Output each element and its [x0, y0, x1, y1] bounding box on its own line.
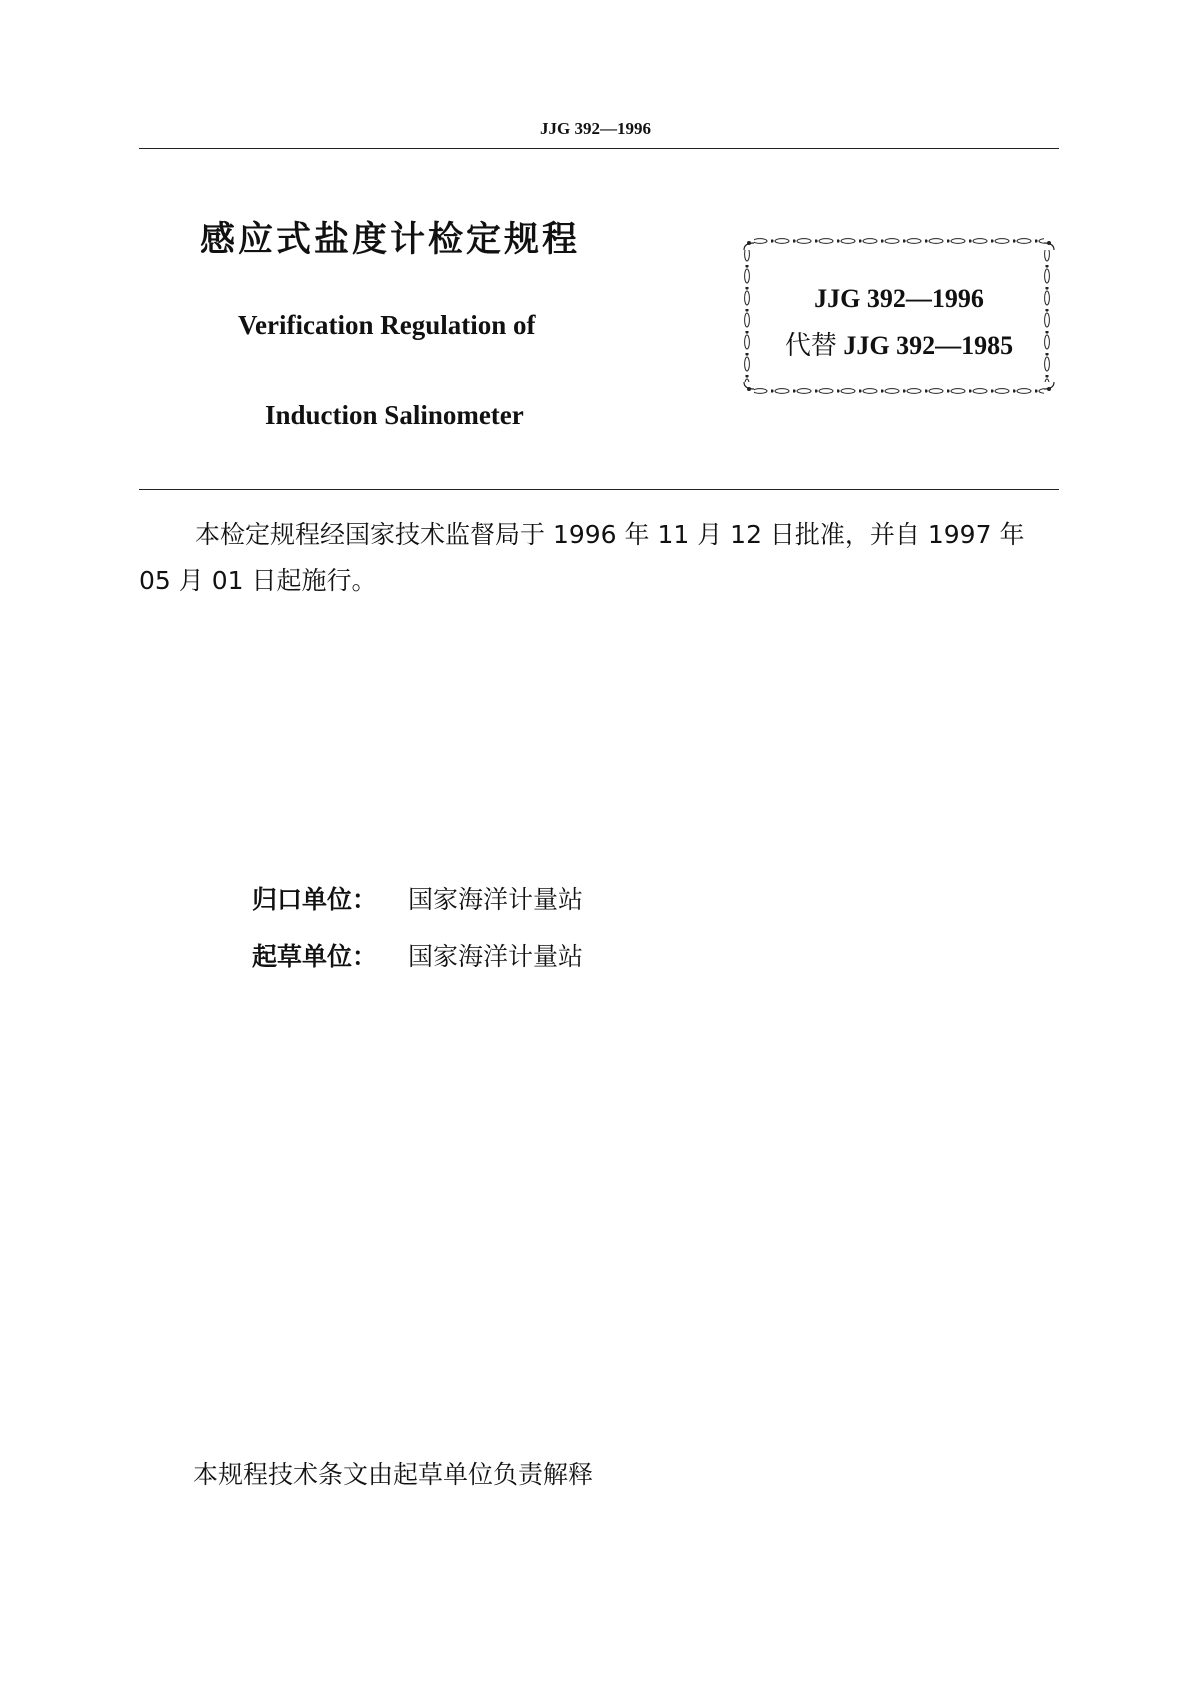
stamp-standard-code: JJG 392—1996	[814, 284, 984, 313]
stamp-replaces-line	[742, 325, 1056, 362]
title-divider	[139, 489, 1059, 490]
standard-code-frame	[742, 236, 1056, 396]
replaces-label: 代替	[784, 331, 837, 361]
unit-label: 归口单位：	[252, 885, 378, 914]
unit-value: 国家海洋计量站	[408, 885, 584, 914]
title-english-line1: Verification Regulation of	[238, 310, 536, 340]
header-divider	[139, 148, 1059, 149]
header-standard-code: JJG 392—1996	[540, 119, 651, 138]
interpretation-note: 本规程技术条文由起草单位负责解释	[193, 1460, 594, 1489]
title-chinese: 感应式盐度计检定规程	[200, 220, 581, 260]
unit-label: 起草单位：	[252, 942, 378, 971]
replaced-standard-code: JJG 392—1985	[843, 331, 1014, 360]
responsible-unit-row	[252, 880, 583, 916]
title-english-line2: Induction Salinometer	[265, 400, 524, 430]
unit-value: 国家海洋计量站	[408, 942, 584, 971]
approval-statement: 本检定规程经国家技术监督局于 1996 年 11 月 12 日批准，并自 1997 年 05 月 01 日起施行。	[139, 520, 1025, 595]
drafting-unit-row	[252, 937, 583, 973]
